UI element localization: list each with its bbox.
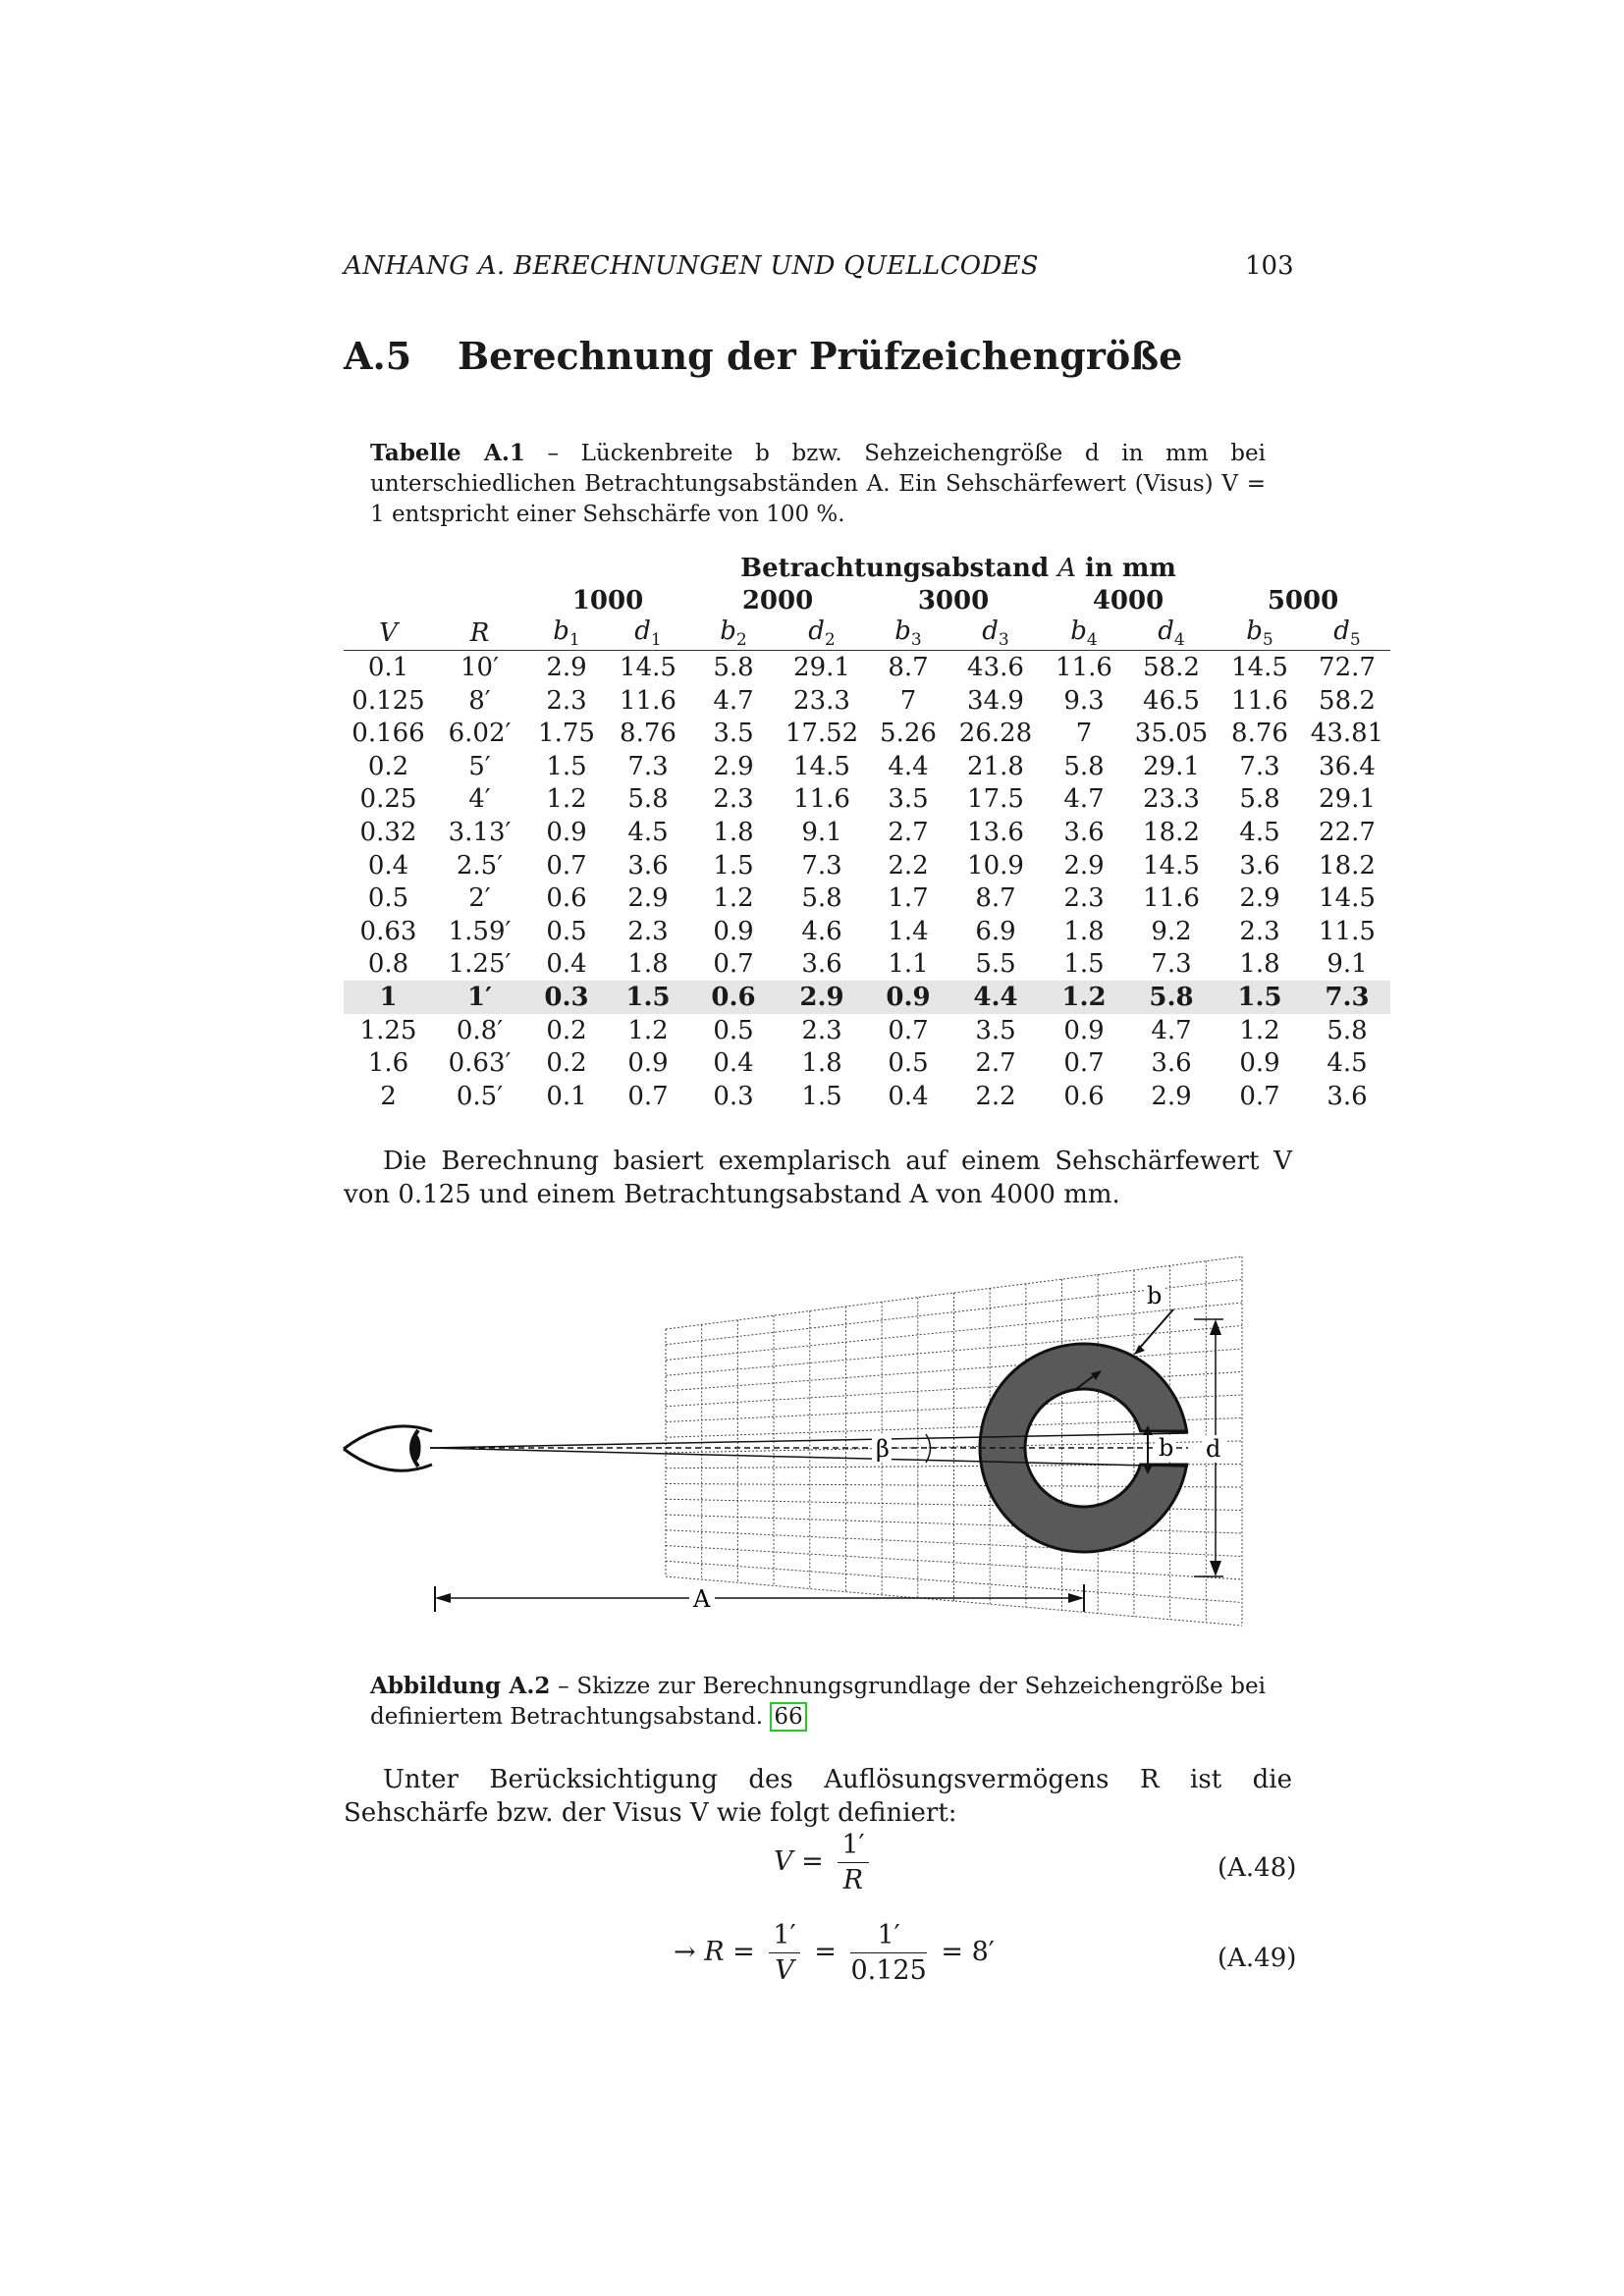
table-cell: 1.8 <box>713 817 754 847</box>
table-cell: 1.6 <box>367 1048 409 1079</box>
table-cell: 5.8 <box>627 784 669 815</box>
table-cell: 1.8 <box>1239 949 1280 980</box>
table-cell: 2.9 <box>627 883 669 914</box>
table-cell: 14.5 <box>1143 850 1200 881</box>
table-cell: 1′ <box>433 981 526 1014</box>
table-cell: 11.5 <box>1319 916 1376 946</box>
table-cell: 0.166 <box>352 719 425 749</box>
table-cell: 9.1 <box>1326 949 1368 980</box>
table-cell: 0.25 <box>359 784 417 815</box>
table-cell: 11.6 <box>1231 685 1288 716</box>
table-cell: 2.3 <box>1063 883 1105 914</box>
table-cell: 18.2 <box>1319 850 1376 881</box>
table-cell: 0.4 <box>367 850 409 881</box>
table-cell: 4.5 <box>1239 817 1280 847</box>
table-cell: 5.8 <box>713 652 754 682</box>
table-row <box>344 717 1390 750</box>
table-cell: 0.5′ <box>456 1081 504 1111</box>
table-cell: 7 <box>899 685 917 716</box>
table-row <box>344 849 1390 882</box>
table-cell: 1.5 <box>1063 949 1105 980</box>
table-cell: 22.7 <box>1319 817 1376 847</box>
table-cell: 1.2 <box>713 883 754 914</box>
table-cell: 5.8 <box>1326 1015 1368 1045</box>
table-row <box>344 1080 1390 1113</box>
table-caption <box>370 438 1266 530</box>
table-cell: 3.6 <box>801 949 842 980</box>
table-cell: 8.76 <box>1231 719 1288 749</box>
col-header-R: R <box>433 616 526 651</box>
col-header-b4: $b_4$ <box>1041 616 1127 651</box>
table-cell: 4.7 <box>1151 1015 1192 1045</box>
table-cell: 1.7 <box>888 883 929 914</box>
col-header-d4: $d_4$ <box>1127 616 1216 651</box>
table-cell: 0.5 <box>546 916 587 946</box>
distance-header: 1000 <box>571 585 644 615</box>
table-row <box>344 1014 1390 1047</box>
table-cell: 0.3 <box>713 1081 754 1111</box>
table-cell: 58.2 <box>1319 685 1376 716</box>
table-cell: 1 <box>344 981 433 1014</box>
eye-icon <box>344 1426 432 1470</box>
table-cell: 5.8 <box>801 883 842 914</box>
table-cell: 0.7 <box>1239 1081 1280 1111</box>
table-cell: 0.7 <box>888 1015 929 1045</box>
table-cell: 1.8 <box>627 949 669 980</box>
table-cell: 4.4 <box>888 751 929 781</box>
table-cell: 7.3 <box>1239 751 1280 781</box>
d-label: d <box>1206 1435 1221 1463</box>
table-cell: 10.9 <box>967 850 1024 881</box>
table-row <box>344 981 1390 1014</box>
distance-header: 3000 <box>917 585 990 615</box>
table-cell: 0.6 <box>689 981 778 1014</box>
table-cell: 8.76 <box>620 719 677 749</box>
table-cell: 1.5 <box>801 1081 842 1111</box>
table-cell: 7.3 <box>1304 981 1390 1014</box>
table-cell: 3.13′ <box>448 817 512 847</box>
table-cell: 0.1 <box>546 1081 587 1111</box>
table-cell: 11.6 <box>620 685 677 716</box>
table-cell: 29.1 <box>793 652 850 682</box>
table-cell: 3.5 <box>975 1015 1016 1045</box>
section-number: A.5 <box>344 334 412 378</box>
table-cell: 2.5′ <box>456 850 504 881</box>
table-cell: 3.6 <box>1151 1048 1192 1079</box>
table-cell: 3.6 <box>1326 1081 1368 1111</box>
table-cell: 1.2 <box>1041 981 1127 1014</box>
table-cell: 17.52 <box>785 719 859 749</box>
table-cell: 5.5 <box>975 949 1016 980</box>
table-cell: 0.3 <box>526 981 607 1014</box>
equation-a49: → R = $\frac{1'}{V}$ = $\frac{1'}{0.125}$ = 8′ <box>674 1920 995 1986</box>
table-cell: 46.5 <box>1143 685 1200 716</box>
table-cell: 0.7 <box>713 949 754 980</box>
table-cell: 2.7 <box>975 1048 1016 1079</box>
col-header-b1: $b_1$ <box>526 616 607 651</box>
table-cell: 11.6 <box>1056 652 1112 682</box>
table-cell: 2.3 <box>627 916 669 946</box>
col-header-d2: $d_2$ <box>778 616 866 651</box>
table-cell: 0.63′ <box>448 1048 512 1079</box>
A-label: A <box>693 1585 711 1613</box>
table-row <box>344 783 1390 817</box>
table-cell: 1.5 <box>607 981 689 1014</box>
distance-header: 2000 <box>741 585 814 615</box>
table-cell: 35.05 <box>1134 719 1209 749</box>
table-cell: 2.9 <box>1151 1081 1192 1111</box>
table-cell: 2.2 <box>975 1081 1016 1111</box>
paragraph-calculation-basis: Die Berechnung basiert exemplarisch auf einem Sehschärfewert V von 0.125 und einem Betrachtungsabstand A von 4000 mm. <box>344 1147 1292 1209</box>
table-cell: 8.7 <box>975 883 1016 914</box>
table-cell: 8′ <box>468 685 491 716</box>
table-cell: 0.7 <box>1063 1048 1105 1079</box>
sight-lines <box>430 1433 1188 1467</box>
table-cell: 2.3 <box>1239 916 1280 946</box>
table-cell: 0.9 <box>713 916 754 946</box>
table-cell: 2.3 <box>546 685 587 716</box>
table-cell: 6.9 <box>975 916 1016 946</box>
table-cell: 0.7 <box>546 850 587 881</box>
table-cell: 0.6 <box>1063 1081 1105 1111</box>
table-cell: 10′ <box>460 652 499 682</box>
table-cell: 2.9 <box>778 981 866 1014</box>
table-cell: 0.2 <box>546 1048 587 1079</box>
table-cell: 0.7 <box>627 1081 669 1111</box>
table-cell: 1.5 <box>713 850 754 881</box>
table-row <box>344 915 1390 948</box>
table-cell: 7.3 <box>801 850 842 881</box>
table-cell: 0.125 <box>352 685 425 716</box>
table-cell: 0.2 <box>546 1015 587 1045</box>
b-label-top: b <box>1147 1282 1163 1309</box>
table-cell: 0.5 <box>713 1015 754 1045</box>
table-cell: 0.9 <box>1063 1015 1105 1045</box>
table-cell: 4′ <box>468 784 491 815</box>
citation-link[interactable]: 66 <box>770 1702 806 1732</box>
table-row <box>344 1046 1390 1080</box>
table-cell: 29.1 <box>1319 784 1376 815</box>
table-cell: 2.7 <box>888 817 929 847</box>
table-cell: 0.6 <box>546 883 587 914</box>
table-cell: 4.4 <box>950 981 1041 1014</box>
table-cell: 4.5 <box>627 817 669 847</box>
paragraph-visus-definition: Unter Berücksichtigung des Auflösungsvermögens R ist die Sehschärfe bzw. der Visus V wie folgt definiert: <box>344 1765 1292 1828</box>
table-cell: 4.5 <box>1326 1048 1368 1079</box>
table-cell: 29.1 <box>1143 751 1200 781</box>
table-cell: 72.7 <box>1319 652 1376 682</box>
section-title <box>344 334 1182 378</box>
table-cell: 2 <box>380 1081 397 1111</box>
table-cell: 5.8 <box>1063 751 1105 781</box>
distance-header: 5000 <box>1267 585 1339 615</box>
table-cell: 58.2 <box>1143 652 1200 682</box>
equation-number-a48: (A.48) <box>1218 1853 1297 1883</box>
table-cell: 6.02′ <box>448 719 512 749</box>
table-row <box>344 750 1390 783</box>
table-row <box>344 651 1390 684</box>
table-cell: 1.2 <box>627 1015 669 1045</box>
table-cell: 0.5 <box>888 1048 929 1079</box>
table-caption-label: Tabelle A.1 <box>370 440 525 466</box>
table-cell: 1.2 <box>546 784 587 815</box>
table-cell: 0.5 <box>367 883 409 914</box>
running-header: ANHANG A. BERECHNUNGEN UND QUELLCODES <box>344 251 1039 281</box>
figure-caption <box>370 1671 1266 1733</box>
table-cell: 14.5 <box>1231 652 1288 682</box>
table-cell: 2.9 <box>546 652 587 682</box>
table-cell: 1.75 <box>538 719 595 749</box>
table-cell: 14.5 <box>620 652 677 682</box>
figure-caption-label: Abbildung A.2 <box>370 1673 551 1699</box>
figure-caption-text: – Skizze zur Berechnungsgrundlage der Sehzeichengröße bei definiertem Betrachtungsabstand. <box>370 1674 1266 1730</box>
table-cell: 3.6 <box>1239 850 1280 881</box>
table-cell: 0.9 <box>1239 1048 1280 1079</box>
table-cell: 0.9 <box>627 1048 669 1079</box>
table-cell: 2.2 <box>888 850 929 881</box>
table-cell: 23.3 <box>1143 784 1200 815</box>
table-cell: 1.8 <box>1063 916 1105 946</box>
equation-number-a49: (A.49) <box>1218 1944 1297 1973</box>
table-cell: 26.28 <box>958 719 1033 749</box>
table-row <box>344 948 1390 982</box>
table-cell: 1.5 <box>1216 981 1304 1014</box>
b-label-gap: b <box>1159 1434 1174 1462</box>
table-row <box>344 816 1390 849</box>
table-cell: 1.4 <box>888 916 929 946</box>
table-cell: 2′ <box>468 883 491 914</box>
page-number: 103 <box>1245 251 1294 281</box>
table-cell: 1.25 <box>359 1015 417 1045</box>
table-cell: 0.4 <box>713 1048 754 1079</box>
table-cell: 1.1 <box>888 949 929 980</box>
visus-table <box>344 552 1390 1113</box>
table-cell: 7.3 <box>1151 949 1192 980</box>
table-cell: 9.1 <box>801 817 842 847</box>
col-header-d1: $d_1$ <box>607 616 689 651</box>
table-cell: 5.26 <box>880 719 937 749</box>
table-cell: 8.7 <box>888 652 929 682</box>
table-cell: 0.1 <box>367 652 409 682</box>
table-cell: 0.4 <box>888 1081 929 1111</box>
table-cell: 0.32 <box>359 817 417 847</box>
table-caption-text: – Lückenbreite b bzw. Sehzeichengröße d in mm bei unterschiedlichen Betrachtungsabständen A. Ein Sehschärfewert (Visus) V = 1 entspricht einer Sehschärfe von 100 %. <box>370 441 1266 527</box>
table-cell: 2.9 <box>1063 850 1105 881</box>
table-cell: 21.8 <box>967 751 1024 781</box>
table-cell: 34.9 <box>967 685 1024 716</box>
table-cell: 3.6 <box>627 850 669 881</box>
table-cell: 3.6 <box>1063 817 1105 847</box>
table-cell: 14.5 <box>793 751 850 781</box>
table-cell: 0.4 <box>546 949 587 980</box>
table-cell: 13.6 <box>967 817 1024 847</box>
col-header-d3: $d_3$ <box>950 616 1041 651</box>
table-cell: 0.2 <box>367 751 409 781</box>
table-cell: 2.3 <box>713 784 754 815</box>
table-cell: 4.7 <box>713 685 754 716</box>
table-cell: 0.8′ <box>456 1015 504 1045</box>
table-cell: 1.59′ <box>448 916 512 946</box>
table-cell: 11.6 <box>793 784 850 815</box>
table-cell: 7.3 <box>627 751 669 781</box>
table-cell: 7 <box>1075 719 1093 749</box>
table-cell: 3.5 <box>888 784 929 815</box>
table-cell: 0.8 <box>367 949 409 980</box>
table-row <box>344 881 1390 915</box>
beta-label: β <box>876 1435 890 1463</box>
table-cell: 17.5 <box>967 784 1024 815</box>
table-cell: 2.9 <box>713 751 754 781</box>
table-cell: 1.8 <box>801 1048 842 1079</box>
table-cell: 4.7 <box>1063 784 1105 815</box>
section-title-text: Berechnung der Prüfzeichengröße <box>458 334 1183 378</box>
table-cell: 4.6 <box>801 916 842 946</box>
table-cell: 0.9 <box>866 981 950 1014</box>
col-header-b2: $b_2$ <box>689 616 778 651</box>
col-header-d5: $d_5$ <box>1304 616 1390 651</box>
table-cell: 0.9 <box>546 817 587 847</box>
table-cell: 1.25′ <box>448 949 512 980</box>
visual-acuity-sketch <box>334 1247 1257 1639</box>
equation-a48: V = $\frac{1'}{R}$ <box>774 1830 875 1896</box>
table-cell: 0.63 <box>359 916 417 946</box>
table-cell: 1.5 <box>546 751 587 781</box>
col-header-b5: $b_5$ <box>1216 616 1304 651</box>
table-cell: 5′ <box>468 751 491 781</box>
table-cell: 43.6 <box>967 652 1024 682</box>
table-cell: 11.6 <box>1143 883 1200 914</box>
table-cell: 9.3 <box>1063 685 1105 716</box>
table-title: Betrachtungsabstand A in mm <box>740 553 1176 583</box>
table-cell: 2.9 <box>1239 883 1280 914</box>
table-row <box>344 684 1390 718</box>
table-cell: 23.3 <box>793 685 850 716</box>
col-header-b3: $b_3$ <box>866 616 950 651</box>
table-cell: 2.3 <box>801 1015 842 1045</box>
table-cell: 14.5 <box>1319 883 1376 914</box>
table-cell: 3.5 <box>713 719 754 749</box>
table-cell: 1.2 <box>1239 1015 1280 1045</box>
table-cell: 36.4 <box>1319 751 1376 781</box>
col-header-V: V <box>344 616 433 651</box>
table-cell: 18.2 <box>1143 817 1200 847</box>
table-cell: 9.2 <box>1151 916 1192 946</box>
table-cell: 5.8 <box>1127 981 1216 1014</box>
table-cell: 5.8 <box>1239 784 1280 815</box>
distance-header: 4000 <box>1092 585 1164 615</box>
table-cell: 43.81 <box>1310 719 1384 749</box>
